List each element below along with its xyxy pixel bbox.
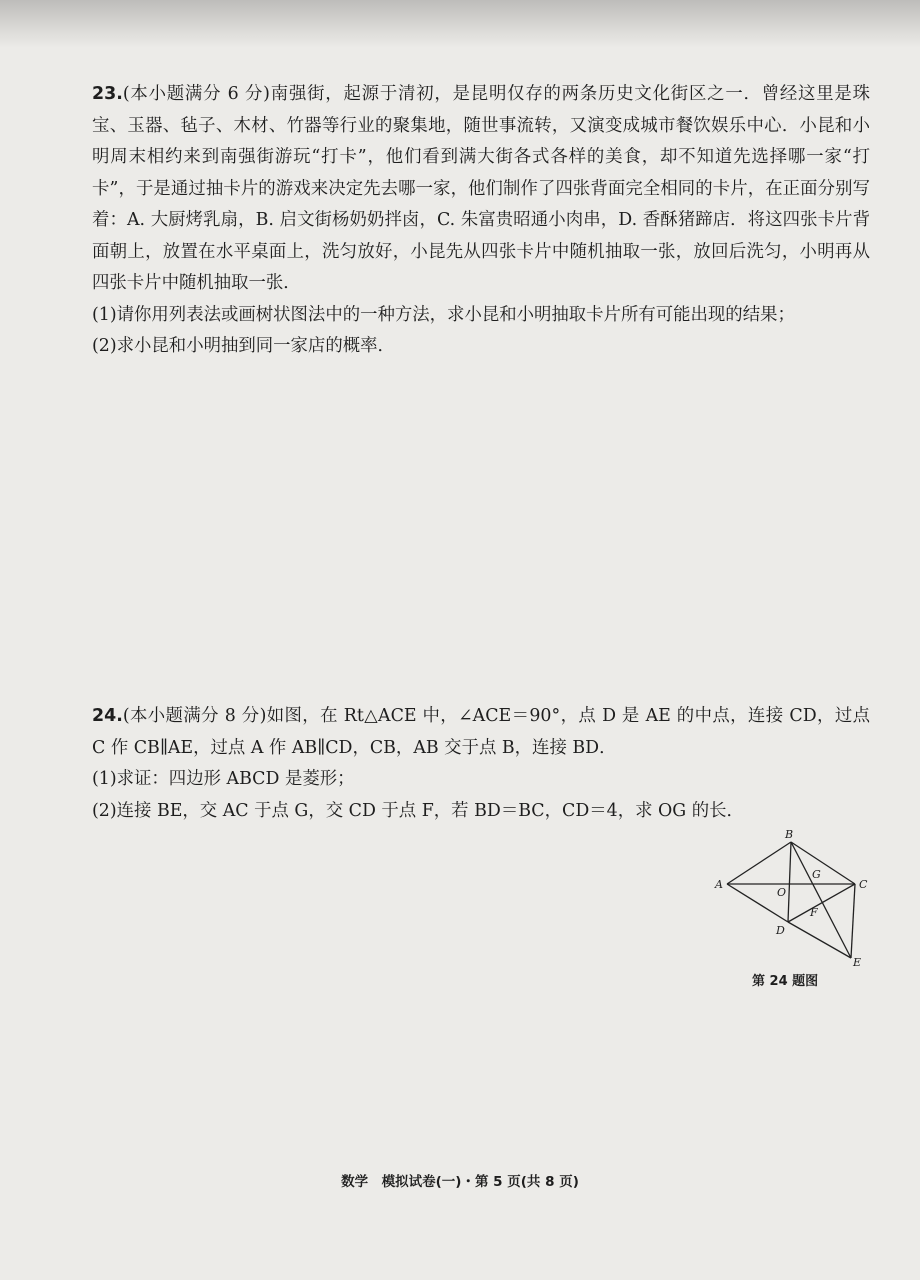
label-c: C [859,878,868,891]
question-number: 23. [92,84,123,104]
question-24-stem [92,701,870,764]
label-b: B [785,828,794,841]
segment-ab [727,842,791,884]
question-text: (本小题满分 8 分)如图，在 Rt△ACE 中，∠ACE＝90°，点 D 是 AE 的中点，连接 CD，过点 C 作 CB∥AE，过点 A 作 AB∥CD，CB，AB 交于点 B，连接 BD． [92,706,870,758]
label-f: F [810,906,818,919]
question-24 [92,701,870,827]
segment-bd [788,842,791,922]
segment-cd [788,884,855,922]
question-23-part-1: (1)请你用列表法或画树状图法中的一种方法，求小昆和小明抽取卡片所有可能出现的结果； [92,304,795,325]
question-23 [92,79,870,363]
question-text: (本小题满分 6 分)南强街，起源于清初，是昆明仅存的两条历史文化街区之一．曾经这里是珠宝、玉器、毡子、木材、竹器等行业的聚集地，随世事流转，又演变成城市餐饮娱乐中心．小昆和小明周末相约来到南强街游玩“打卡”，他们看到满大街各式各样的美食，却不知道先选择哪一家“打卡”，于是通过抽卡片的游戏来决定先去哪一家，他们制作了四张背面完全相同的卡片，在正面分别写着：A. 大厨烤乳扇，B. 启文街杨奶奶拌卤，C. 朱富贵昭通小肉串，D. 香酥猪蹄店．将这四张卡片背面朝上，放置在水平桌面上，洗匀放好，小昆先从四张卡片中随机抽取一张，放回后洗匀，小明再从四张卡片中随机抽取一张． [92,84,870,293]
question-23-part-2: (2)求小昆和小明抽到同一家店的概率． [92,336,395,356]
question-24-part-2: (2)连接 BE，交 AC 于点 G，交 CD 于点 F，若 BD＝BC，CD＝4，求 OG 的长． [92,800,744,821]
question-23-stem [92,79,870,300]
label-o: O [777,886,787,899]
segment-ce [851,884,855,958]
figure-caption: 第 24 题图 [752,974,819,989]
label-e: E [853,956,862,967]
question-24-part-1: (1)求证：四边形 ABCD 是菱形； [92,769,355,789]
label-a: A [715,878,723,891]
geometry-figure [705,827,875,992]
question-number: 24. [92,706,123,726]
label-d: D [776,924,785,937]
page-footer: 数学 模拟试卷(一)・第 5 页(共 8 页) [341,1174,579,1190]
label-g: G [812,868,821,881]
rhombus-diagram [705,827,875,967]
segment-bc [791,842,855,884]
